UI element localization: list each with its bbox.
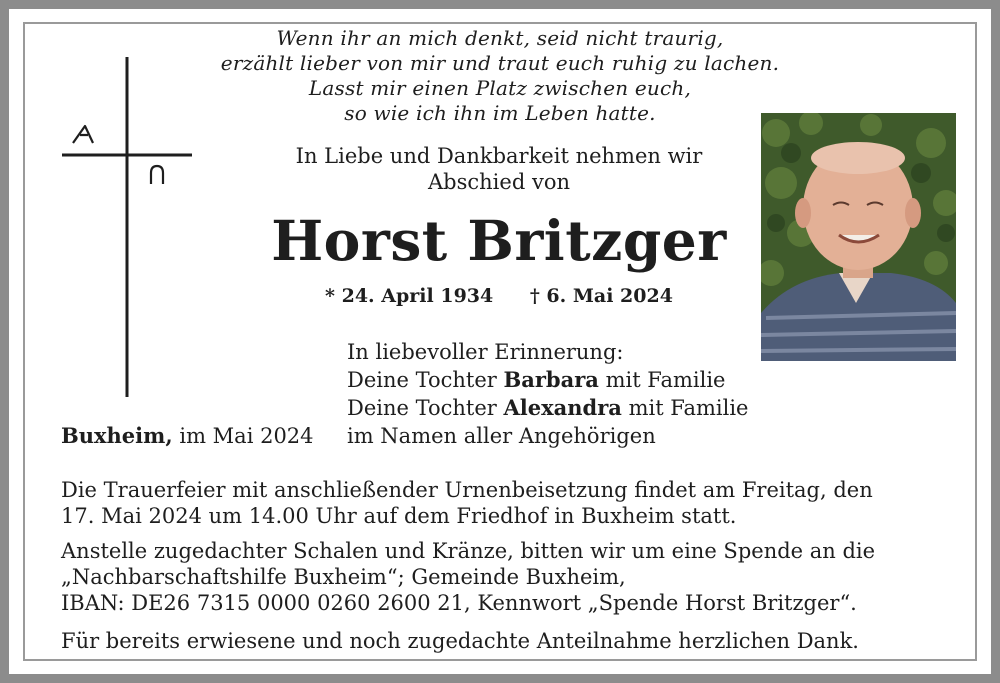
- notice-line: Die Trauerfeier mit anschließender Urnenbeisetzung findet am Freitag, den: [61, 478, 873, 502]
- notice-line: IBAN: DE26 7315 0000 0260 2600 21, Kennwort „Spende Horst Britzger“.: [61, 591, 857, 615]
- place-month: im Mai 2024: [172, 424, 314, 448]
- place-date: [61, 422, 314, 450]
- mourner-relation: Deine Tochter: [347, 396, 504, 420]
- farewell-intro: [266, 143, 732, 195]
- intro-line: Abschied von: [428, 170, 570, 194]
- life-dates: [266, 283, 732, 309]
- intro-line: In Liebe und Dankbarkeit nehmen wir: [295, 144, 703, 168]
- mourner-name: Alexandra: [503, 395, 622, 420]
- mourner-line: [347, 366, 748, 394]
- mourner-line: [347, 394, 748, 422]
- notice-line: „Nachbarschaftshilfe Buxheim“; Gemeinde Buxheim,: [61, 565, 626, 589]
- mourner-relation: Deine Tochter: [347, 368, 504, 392]
- poem-line: Lasst mir einen Platz zwischen euch,: [308, 76, 692, 100]
- portrait-photo: [761, 113, 956, 361]
- mourner-line: im Namen aller Angehörigen: [347, 424, 656, 448]
- thanks-notice: Für bereits erwiesene und noch zugedachte Anteilnahme herzlichen Dank.: [61, 629, 859, 653]
- poem-line: Wenn ihr an mich denkt, seid nicht traurig,: [276, 26, 724, 50]
- funeral-notice: [61, 477, 961, 529]
- omega-icon: [151, 166, 163, 184]
- deceased-name: Horst Britzger: [271, 208, 727, 273]
- mourner-suffix: mit Familie: [621, 396, 749, 420]
- death-date: † 6. Mai 2024: [529, 285, 673, 307]
- notice-line: 17. Mai 2024 um 14.00 Uhr auf dem Friedhof in Buxheim statt.: [61, 504, 737, 528]
- mourner-name: Barbara: [503, 367, 599, 392]
- birth-date: * 24. April 1934: [325, 285, 494, 307]
- notice-line: Anstelle zugedachter Schalen und Kränze, bitten wir um eine Spende an die: [61, 539, 876, 563]
- mourners: [347, 338, 748, 450]
- donation-notice: [61, 538, 961, 616]
- alpha-icon: [73, 126, 93, 143]
- mourner-suffix: mit Familie: [598, 368, 726, 392]
- poem-line: erzählt lieber von mir und traut euch ruhig zu lachen.: [220, 51, 780, 75]
- mourners-heading: In liebevoller Erinnerung:: [347, 340, 624, 364]
- cross-icon: [55, 55, 200, 400]
- poem-line: so wie ich ihn im Leben hatte.: [344, 101, 656, 125]
- place-town: Buxheim,: [61, 423, 173, 448]
